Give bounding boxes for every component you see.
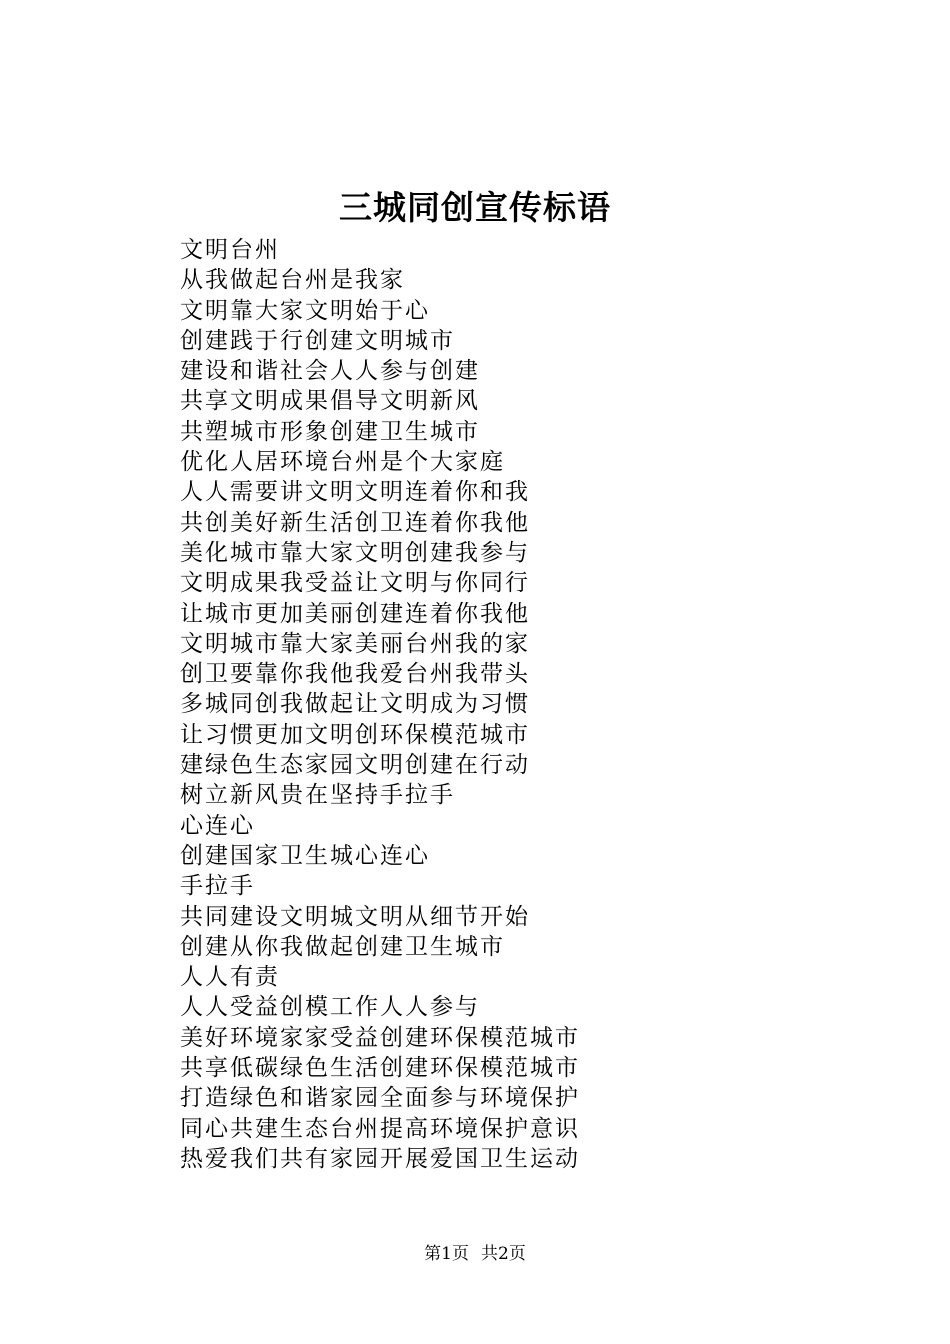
slogan-line: 建设和谐社会人人参与创建 (180, 358, 480, 385)
slogan-line: 人人有责 (180, 964, 280, 991)
slogan-line: 让城市更加美丽创建连着你我他 (180, 600, 530, 627)
slogan-line: 共创美好新生活创卫连着你我他 (180, 509, 530, 536)
slogan-line: 创卫要靠你我他我爱台州我带头 (180, 661, 530, 688)
slogan-line: 美化城市靠大家文明创建我参与 (180, 539, 530, 566)
slogan-line: 心连心 (180, 812, 255, 839)
page-title: 三城同创宣传标语 (339, 188, 611, 227)
page-number-current: 第1页 (424, 1244, 469, 1264)
slogan-line: 创建从你我做起创建卫生城市 (180, 933, 505, 960)
slogan-line: 热爱我们共有家园开展爱国卫生运动 (180, 1145, 580, 1172)
slogan-line: 树立新风贵在坚持手拉手 (180, 782, 455, 809)
slogan-line: 美好环境家家受益创建环保模范城市 (180, 1024, 580, 1051)
page-footer (0, 1242, 950, 1266)
slogan-line: 从我做起台州是我家 (180, 267, 405, 294)
slogan-line: 文明成果我受益让文明与你同行 (180, 570, 530, 597)
page-number-total: 共2页 (481, 1244, 526, 1264)
slogan-line: 文明靠大家文明始于心 (180, 297, 430, 324)
slogan-line: 共享低碳绿色生活创建环保模范城市 (180, 1055, 580, 1082)
slogan-line: 创建践于行创建文明城市 (180, 327, 455, 354)
slogan-line: 文明台州 (180, 237, 280, 263)
slogan-line: 共同建设文明城文明从细节开始 (180, 903, 530, 930)
slogan-line: 文明城市靠大家美丽台州我的家 (180, 630, 530, 657)
slogan-line: 建绿色生态家园文明创建在行动 (180, 752, 530, 779)
slogan-line: 让习惯更加文明创环保模范城市 (180, 721, 530, 748)
slogan-list (180, 235, 580, 1174)
slogan-line: 同心共建生态台州提高环境保护意识 (180, 1115, 580, 1142)
slogan-line: 共塑城市形象创建卫生城市 (180, 418, 480, 445)
slogan-line: 人人受益创模工作人人参与 (180, 994, 480, 1021)
slogan-line: 共享文明成果倡导文明新风 (180, 388, 480, 415)
slogan-line: 打造绿色和谐家园全面参与环境保护 (180, 1085, 580, 1112)
slogan-line: 手拉手 (180, 873, 255, 900)
slogan-line: 优化人居环境台州是个大家庭 (180, 449, 505, 476)
slogan-line: 创建国家卫生城心连心 (180, 842, 430, 869)
slogan-line: 多城同创我做起让文明成为习惯 (180, 691, 530, 718)
slogan-line: 人人需要讲文明文明连着你和我 (180, 479, 530, 506)
